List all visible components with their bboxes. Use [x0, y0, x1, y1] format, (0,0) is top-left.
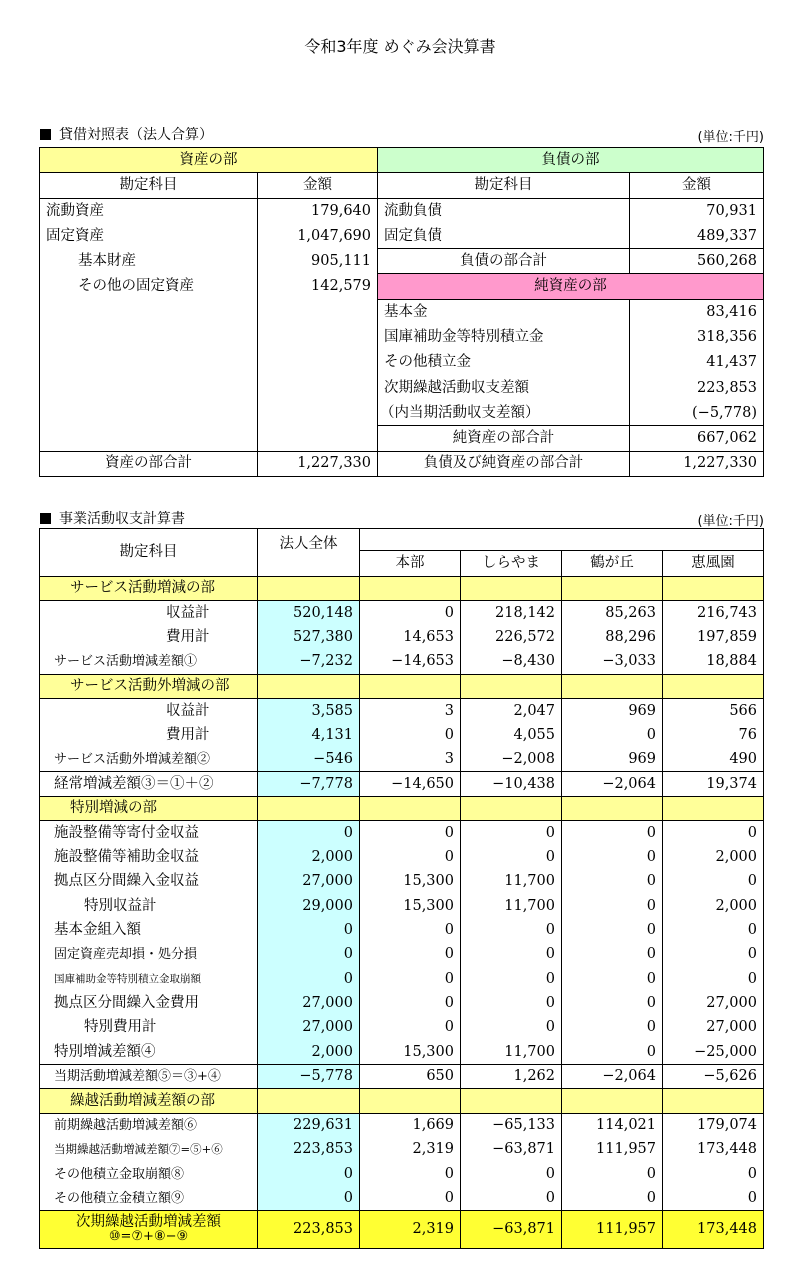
row-value: 0: [258, 942, 360, 966]
table-row: [40, 869, 764, 893]
net-asset-label: 基本金: [378, 299, 630, 324]
row-label: 特別収益計: [40, 894, 258, 918]
table-row: [40, 1162, 764, 1186]
table-row: [40, 1113, 764, 1137]
row-value: 2,047: [461, 698, 562, 722]
table-row: [40, 1186, 764, 1210]
asset-label: 流動資産: [46, 202, 104, 219]
row-value: [663, 1089, 764, 1113]
liabilities-col-item: 勘定科目: [378, 173, 630, 198]
row-label: サービス活動増減の部: [40, 577, 258, 601]
table-row: [40, 601, 764, 625]
table-row: [40, 723, 764, 747]
row-value: [258, 674, 360, 698]
net-assets-total-label: 純資産の部合計: [378, 426, 630, 451]
row-value: 969: [562, 698, 663, 722]
assets-total-value: 1,227,330: [258, 451, 378, 476]
row-value: 0: [461, 1162, 562, 1186]
net-assets-header: 純資産の部: [378, 274, 764, 299]
row-value: 490: [663, 747, 764, 771]
row-value: 0: [461, 845, 562, 869]
row-value: 88,296: [562, 625, 663, 649]
square-bullet-icon: [40, 513, 51, 524]
row-value: 29,000: [258, 894, 360, 918]
row-value: 0: [360, 918, 461, 942]
row-value: 0: [360, 820, 461, 844]
table-row: [40, 1016, 764, 1040]
row-value: −546: [258, 747, 360, 771]
net-asset-value: 41,437: [630, 350, 764, 375]
row-value: [258, 796, 360, 820]
row-value: 0: [360, 1162, 461, 1186]
asset-value: 905,111: [258, 249, 378, 274]
row-value: 3,585: [258, 698, 360, 722]
row-value: 0: [562, 820, 663, 844]
liability-label: 流動負債: [378, 198, 630, 223]
row-value: −25,000: [663, 1040, 764, 1064]
row-value: [663, 796, 764, 820]
liabilities-header: 負債の部: [378, 148, 764, 173]
row-value: 19,374: [663, 772, 764, 796]
liability-value: 70,931: [630, 198, 764, 223]
row-value: 0: [663, 820, 764, 844]
row-value: 969: [562, 747, 663, 771]
final-row-value: 173,448: [663, 1211, 764, 1249]
table-row: [40, 1089, 764, 1113]
row-value: 27,000: [663, 1016, 764, 1040]
balance-sheet-heading: 貸借対照表（法人合算）: [40, 124, 213, 144]
table-row: [40, 845, 764, 869]
row-value: 27,000: [663, 991, 764, 1015]
row-value: [663, 674, 764, 698]
table-row: [40, 698, 764, 722]
asset-label: 基本財産: [78, 253, 136, 270]
row-label: 固定資産売却損・処分損: [40, 942, 258, 966]
row-value: 0: [562, 723, 663, 747]
row-label: 特別費用計: [40, 1016, 258, 1040]
row-value: 0: [562, 1186, 663, 1210]
row-value: 3: [360, 747, 461, 771]
asset-value: 1,047,690: [258, 223, 378, 248]
row-value: −7,778: [258, 772, 360, 796]
row-value: 0: [663, 1162, 764, 1186]
col-header-site: 鶴が丘: [562, 551, 663, 577]
row-value: 0: [360, 845, 461, 869]
row-value: [663, 577, 764, 601]
row-value: 0: [360, 601, 461, 625]
table-row: [40, 991, 764, 1015]
activity-statement-unit: (単位:千円): [697, 514, 764, 529]
row-value: 0: [663, 869, 764, 893]
row-value: [360, 674, 461, 698]
row-value: −2,064: [562, 1064, 663, 1088]
row-label: その他積立金積立額⑨: [40, 1186, 258, 1210]
row-value: 0: [461, 967, 562, 991]
liabilities-total-label: 負債の部合計: [378, 249, 630, 274]
row-value: 0: [360, 967, 461, 991]
row-value: 218,142: [461, 601, 562, 625]
row-value: 4,055: [461, 723, 562, 747]
assets-total-label: 資産の部合計: [105, 455, 192, 472]
row-value: 15,300: [360, 894, 461, 918]
col-header-site: しらやま: [461, 551, 562, 577]
row-label: サービス活動外増減の部: [40, 674, 258, 698]
row-label: サービス活動増減差額①: [40, 650, 258, 674]
table-row: [40, 772, 764, 796]
net-asset-label: その他積立金: [378, 350, 630, 375]
row-value: −14,650: [360, 772, 461, 796]
row-value: 527,380: [258, 625, 360, 649]
row-value: 0: [562, 845, 663, 869]
grand-total-value: 1,227,330: [630, 451, 764, 476]
row-value: 566: [663, 698, 764, 722]
row-value: 27,000: [258, 1016, 360, 1040]
final-row: [40, 1211, 764, 1249]
row-value: 0: [360, 1016, 461, 1040]
row-value: 2,000: [663, 894, 764, 918]
table-row: [40, 796, 764, 820]
row-value: 2,000: [663, 845, 764, 869]
row-value: 0: [258, 918, 360, 942]
row-label: 特別増減の部: [40, 796, 258, 820]
row-label: 費用計: [40, 723, 258, 747]
final-row-value: 111,957: [562, 1211, 663, 1249]
row-label: 当期活動増減差額⑤＝③+④: [40, 1064, 258, 1088]
net-asset-label: 国庫補助金等特別積立金: [378, 325, 630, 350]
row-value: [360, 796, 461, 820]
row-value: 0: [461, 942, 562, 966]
final-label-line1: 次期繰越活動増減差額: [76, 1213, 221, 1230]
row-value: 27,000: [258, 991, 360, 1015]
row-value: −10,438: [461, 772, 562, 796]
row-value: [562, 674, 663, 698]
row-value: 0: [360, 723, 461, 747]
table-row: [40, 820, 764, 844]
row-value: 0: [663, 942, 764, 966]
row-value: 0: [562, 869, 663, 893]
row-value: 0: [663, 918, 764, 942]
row-value: [258, 577, 360, 601]
row-value: 0: [461, 1186, 562, 1210]
row-value: −2,064: [562, 772, 663, 796]
table-row: [40, 967, 764, 991]
row-value: 0: [562, 1016, 663, 1040]
assets-col-amount: 金額: [258, 173, 378, 198]
row-value: −2,008: [461, 747, 562, 771]
row-label: 拠点区分間繰入金費用: [40, 991, 258, 1015]
row-value: 0: [663, 1186, 764, 1210]
row-label: 収益計: [40, 601, 258, 625]
row-value: 0: [258, 1162, 360, 1186]
row-value: 0: [461, 918, 562, 942]
row-value: 4,131: [258, 723, 360, 747]
row-value: −63,871: [461, 1137, 562, 1161]
row-label: その他積立金取崩額⑧: [40, 1162, 258, 1186]
row-label: 繰越活動増減差額の部: [40, 1089, 258, 1113]
row-value: 0: [562, 894, 663, 918]
row-value: 11,700: [461, 869, 562, 893]
row-value: −8,430: [461, 650, 562, 674]
row-label: 費用計: [40, 625, 258, 649]
liabilities-col-amount: 金額: [630, 173, 764, 198]
row-label: 特別増減差額④: [40, 1040, 258, 1064]
row-value: 223,853: [258, 1137, 360, 1161]
table-row: [40, 918, 764, 942]
row-value: 520,148: [258, 601, 360, 625]
col-header-item: 勘定科目: [40, 529, 258, 577]
asset-label: 固定資産: [46, 227, 104, 244]
table-row: [40, 577, 764, 601]
activity-statement-table: [39, 528, 764, 1249]
document-title: 令和3年度 めぐみ会決算書: [304, 37, 496, 56]
row-value: 27,000: [258, 869, 360, 893]
net-asset-value: 83,416: [630, 299, 764, 324]
row-value: 0: [562, 942, 663, 966]
table-row: [40, 894, 764, 918]
square-bullet-icon: [40, 129, 51, 140]
final-label-line2: ⑩=⑦+⑧−⑨: [108, 1229, 189, 1245]
row-value: −3,033: [562, 650, 663, 674]
row-value: −5,626: [663, 1064, 764, 1088]
row-value: 111,957: [562, 1137, 663, 1161]
col-header-site: 本部: [360, 551, 461, 577]
net-asset-label: 次期繰越活動収支差額: [378, 375, 630, 400]
net-asset-value: 318,356: [630, 325, 764, 350]
row-value: 76: [663, 723, 764, 747]
table-row: [40, 1064, 764, 1088]
row-value: 1,669: [360, 1113, 461, 1137]
col-header-site: 恵風園: [663, 551, 764, 577]
row-label: 前期繰越活動増減差額⑥: [40, 1113, 258, 1137]
row-value: 0: [663, 967, 764, 991]
row-value: 3: [360, 698, 461, 722]
final-row-label: [40, 1211, 258, 1249]
row-label: 拠点区分間繰入金収益: [40, 869, 258, 893]
row-value: [461, 674, 562, 698]
row-value: 0: [562, 991, 663, 1015]
row-value: 216,743: [663, 601, 764, 625]
asset-value: 179,640: [258, 198, 378, 223]
net-asset-value: 223,853: [630, 375, 764, 400]
row-value: 0: [562, 967, 663, 991]
row-value: 1,262: [461, 1064, 562, 1088]
activity-statement-heading: 事業活動収支計算書: [40, 508, 185, 528]
row-value: [562, 577, 663, 601]
assets-header: 資産の部: [40, 148, 378, 173]
row-value: [461, 577, 562, 601]
row-value: 173,448: [663, 1137, 764, 1161]
row-value: [562, 796, 663, 820]
row-value: 2,000: [258, 1040, 360, 1064]
table-row: [40, 625, 764, 649]
row-value: 0: [360, 991, 461, 1015]
row-value: 2,319: [360, 1137, 461, 1161]
table-row: [40, 1137, 764, 1161]
row-label: 当期繰越活動増減差額⑦=⑤+⑥: [40, 1137, 258, 1161]
row-value: −5,778: [258, 1064, 360, 1088]
row-value: 0: [562, 1040, 663, 1064]
table-row: [40, 942, 764, 966]
table-row: [40, 747, 764, 771]
balance-sheet-unit: (単位:千円): [697, 130, 764, 145]
row-value: [562, 1089, 663, 1113]
row-value: [461, 796, 562, 820]
row-value: 0: [562, 1162, 663, 1186]
col-header-total: 法人全体: [258, 529, 360, 577]
table-row: [40, 1040, 764, 1064]
row-label: 国庫補助金等特別積立金取崩額: [40, 967, 258, 991]
balance-sheet-table: [39, 147, 764, 477]
final-row-value: 223,853: [258, 1211, 360, 1249]
net-asset-label: （内当期活動収支差額）: [378, 400, 630, 425]
row-value: [360, 1089, 461, 1113]
asset-label: その他の固定資産: [78, 278, 194, 295]
row-value: 11,700: [461, 894, 562, 918]
row-value: 0: [258, 967, 360, 991]
row-value: 11,700: [461, 1040, 562, 1064]
assets-col-item: 勘定科目: [40, 173, 258, 198]
final-row-value: 2,319: [360, 1211, 461, 1249]
row-value: 0: [360, 1186, 461, 1210]
net-asset-value: (−5,778): [630, 400, 764, 425]
row-value: 226,572: [461, 625, 562, 649]
row-value: 15,300: [360, 1040, 461, 1064]
table-row: [40, 650, 764, 674]
row-label: 施設整備等寄付金収益: [40, 820, 258, 844]
row-value: 15,300: [360, 869, 461, 893]
row-value: 179,074: [663, 1113, 764, 1137]
row-value: 197,859: [663, 625, 764, 649]
row-label: 経常増減差額③＝①＋②: [40, 772, 258, 796]
row-label: サービス活動外増減差額②: [40, 747, 258, 771]
row-value: 114,021: [562, 1113, 663, 1137]
grand-total-label: 負債及び純資産の部合計: [378, 451, 630, 476]
row-value: 2,000: [258, 845, 360, 869]
row-label: 収益計: [40, 698, 258, 722]
row-label: 基本金組入額: [40, 918, 258, 942]
row-value: 0: [562, 918, 663, 942]
row-value: −7,232: [258, 650, 360, 674]
table-row: [40, 674, 764, 698]
row-value: 0: [360, 942, 461, 966]
row-label: 施設整備等補助金収益: [40, 845, 258, 869]
row-value: [258, 1089, 360, 1113]
liabilities-total-value: 560,268: [630, 249, 764, 274]
row-value: 18,884: [663, 650, 764, 674]
net-assets-total-value: 667,062: [630, 426, 764, 451]
row-value: 85,263: [562, 601, 663, 625]
row-value: 229,631: [258, 1113, 360, 1137]
liability-value: 489,337: [630, 223, 764, 248]
row-value: 650: [360, 1064, 461, 1088]
row-value: 0: [258, 1186, 360, 1210]
row-value: 0: [461, 820, 562, 844]
row-value: [461, 1089, 562, 1113]
row-value: 0: [461, 991, 562, 1015]
row-value: −65,133: [461, 1113, 562, 1137]
row-value: 14,653: [360, 625, 461, 649]
liability-label: 固定負債: [378, 223, 630, 248]
row-value: 0: [461, 1016, 562, 1040]
asset-value: 142,579: [258, 274, 378, 299]
row-value: −14,653: [360, 650, 461, 674]
row-value: 0: [258, 820, 360, 844]
final-row-value: −63,871: [461, 1211, 562, 1249]
row-value: [360, 577, 461, 601]
